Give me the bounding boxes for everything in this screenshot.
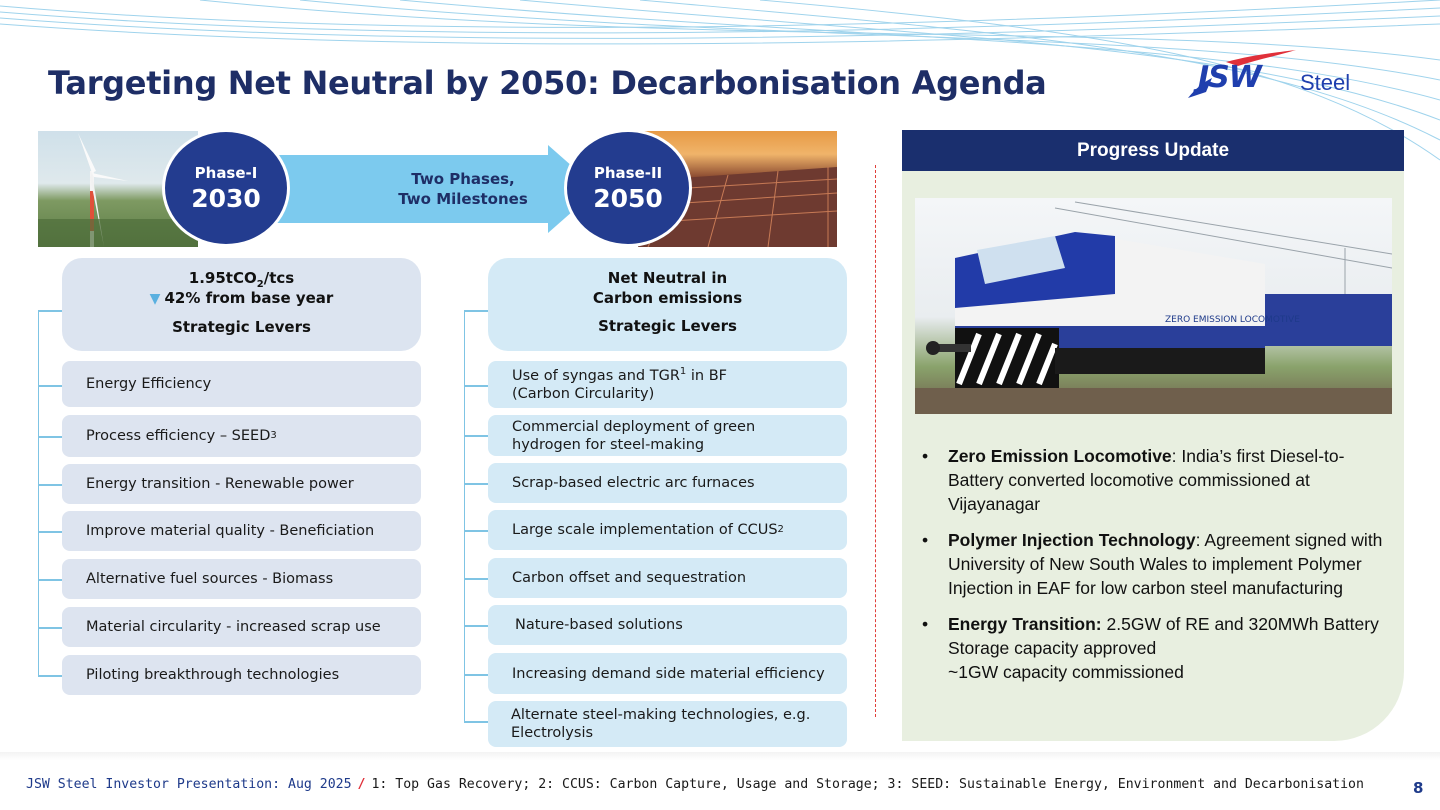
footer-separator: / (357, 777, 366, 792)
left-lever-item: Energy Efficiency (62, 361, 421, 407)
zero-emission-locomotive-photo (915, 198, 1392, 414)
right-lever-item: Commercial deployment of green hydrogen for steel-making (488, 415, 847, 456)
right-lever-item: Carbon offset and sequestration (488, 558, 847, 598)
left-bracket-tick (38, 436, 62, 438)
phase-2-levers-heading: Strategic Levers (598, 317, 737, 335)
right-lever-item: Use of syngas and TGR$^1$ in BF (Carbon Circularity) (488, 361, 847, 408)
right-bracket-tick (464, 674, 488, 676)
right-lever-item: Alternate steel-making technologies, e.g. Electrolysis (488, 701, 847, 747)
left-bracket-tick (38, 531, 62, 533)
footer-divider (0, 752, 1440, 760)
right-bracket-tick (464, 435, 488, 437)
left-bracket-tick (38, 484, 62, 486)
right-bracket-tick (464, 721, 488, 723)
left-bracket-tick (38, 579, 62, 581)
left-bracket-line (38, 310, 39, 676)
phase-1-year: 2030 (191, 184, 261, 213)
logo-product-text: Steel (1300, 70, 1351, 95)
left-bracket-tick (38, 675, 62, 677)
phase-2-label: Phase-II (593, 164, 663, 182)
left-bracket-tick (38, 627, 62, 629)
phase-1-emission-target: 1.95tCO$_2$/tcs (188, 269, 295, 290)
phase-1-circle (162, 129, 290, 247)
bullet-dot-icon: • (922, 530, 929, 550)
right-bracket-tick (464, 578, 488, 580)
footer-deck-title: JSW Steel Investor Presentation: Aug 2025 (26, 777, 352, 792)
arrow-label (348, 169, 578, 209)
left-lever-item: Process efficiency – SEED 3 (62, 415, 421, 457)
left-lever-item: Material circularity - increased scrap use (62, 607, 421, 647)
right-lever-item: Increasing demand side material efficiency (488, 653, 847, 694)
phase-2-target-card (488, 258, 847, 351)
phase-banner (38, 131, 837, 247)
progress-bullet: • Zero Emission Locomotive: India’s first Diesel-to-Battery converted locomotive commissioned at Vijayanagar (922, 446, 1345, 514)
left-lever-item: Improve material quality - Beneficiation (62, 511, 421, 551)
left-lever-item: Piloting breakthrough technologies (62, 655, 421, 695)
bullet-dot-icon: • (922, 614, 929, 634)
right-bracket-tick (464, 625, 488, 627)
right-bracket-tick (464, 310, 488, 312)
phase-1-levers-heading: Strategic Levers (172, 318, 311, 336)
footer (26, 777, 1364, 792)
right-bracket-line (464, 310, 465, 722)
left-lever-item: Alternative fuel sources - Biomass (62, 559, 421, 599)
phase-1-label: Phase-I (194, 164, 258, 182)
left-bracket-tick (38, 385, 62, 387)
jsw-steel-logo (1186, 48, 1366, 102)
arrow-label-line2: Two Milestones (398, 190, 528, 208)
progress-bullets (920, 444, 1390, 696)
phase-2-year: 2050 (593, 184, 663, 213)
phase-2-target-line1: Net Neutral in (607, 269, 728, 287)
footer-notes: 1: Top Gas Recovery; 2: CCUS: Carbon Capture, Usage and Storage; 3: SEED: Sustainable Energy, Environment and Decarbonisation (371, 777, 1364, 792)
progress-heading: Progress Update (902, 130, 1404, 171)
right-lever-item: Nature-based solutions (488, 605, 847, 645)
right-lever-item: Large scale implementation of CCUS 2 (488, 510, 847, 550)
phase-1-reduction: ▼ 42% from base year (149, 289, 334, 307)
phase-1-target-card (62, 258, 421, 351)
right-bracket-tick (464, 530, 488, 532)
bullet-dot-icon: • (922, 446, 929, 466)
right-bracket-tick (464, 483, 488, 485)
progress-bullet: • Energy Transition: 2.5GW of RE and 320MWh Battery Storage capacity approved ~1GW capacity commissioned (922, 614, 1379, 682)
left-lever-item: Energy transition - Renewable power (62, 464, 421, 504)
phase-2-circle (564, 129, 692, 247)
progress-bullet: • Polymer Injection Technology: Agreement signed with University of New South Wales to implement Polymer Injection in EAF for low carbon steel manufacturing (922, 530, 1383, 598)
page-title: Targeting Net Neutral by 2050: Decarbonisation Agenda (48, 64, 1047, 102)
right-bracket-tick (464, 385, 488, 387)
left-bracket-tick (38, 310, 62, 312)
arrow-label-line1: Two Phases, (411, 170, 515, 188)
page-number: 8 (1413, 779, 1424, 797)
down-arrow-icon: ▼ (149, 291, 161, 307)
phase-2-target-line2: Carbon emissions (592, 289, 743, 307)
column-divider (875, 165, 876, 717)
loco-side-label: ZERO EMISSION LOCOMOTIVE (1165, 315, 1300, 325)
right-lever-item: Scrap-based electric arc furnaces (488, 463, 847, 503)
logo-brand-text: JSW (1198, 60, 1261, 95)
